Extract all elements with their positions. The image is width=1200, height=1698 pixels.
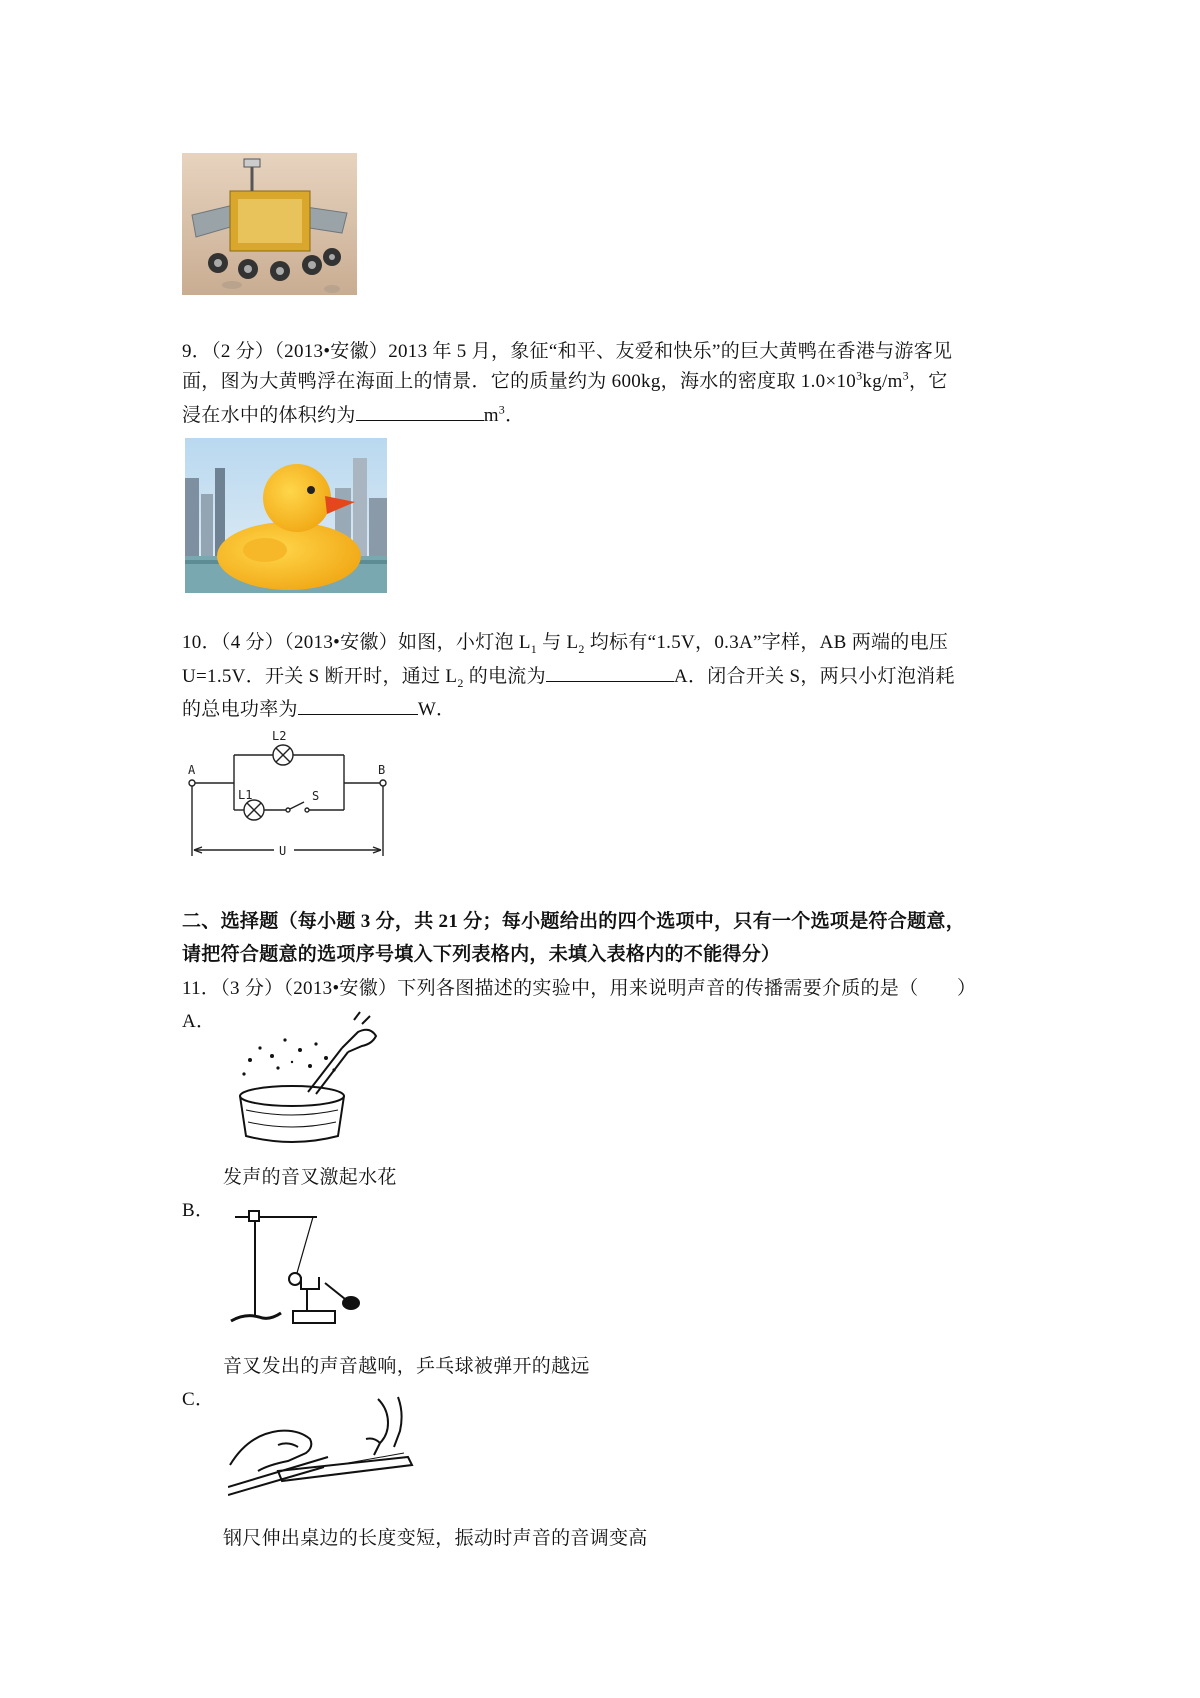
rubber-duck-image — [185, 438, 387, 593]
option-c-letter: C． — [182, 1389, 215, 1410]
q10-text-1b: 与 L — [537, 632, 579, 653]
q10-line-1 — [182, 628, 948, 658]
lamp-l2-label: L2 — [272, 729, 287, 743]
option-b-caption-text: 音叉发出的声音越响，乒乓球被弹开的越远 — [223, 1356, 590, 1377]
q10-text-3b: W． — [417, 699, 456, 720]
q9-text-2a: 面，图为大黄鸭浮在海面上的情景．它的质量约为 600kg，海水的密度取 1.0×10 — [182, 371, 857, 392]
q11-stem — [182, 974, 976, 1004]
option-b-letter: B． — [182, 1200, 215, 1221]
q10-text-2b: 的电流为 — [463, 666, 546, 687]
q10-subscript-1: 1 — [530, 641, 538, 656]
section2-text-2: 请把符合题意的选项序号填入下列表格内，未填入表格内的不能得分） — [182, 944, 781, 965]
option-b-caption — [223, 1352, 590, 1382]
q10-line-2 — [182, 661, 955, 692]
option-c-caption-text: 钢尺伸出桌边的长度变短，振动时声音的音调变高 — [223, 1528, 648, 1549]
q9-line-2 — [182, 367, 948, 397]
q9-text-3c: ． — [505, 405, 525, 426]
q10-current-blank[interactable] — [546, 661, 674, 682]
switch-s-label: S — [312, 789, 320, 803]
section2-heading-line-1 — [182, 907, 965, 937]
q9-line-3 — [182, 400, 524, 431]
section2-heading-line-2 — [182, 940, 780, 970]
option-a-caption-text: 发声的音叉激起水花 — [223, 1167, 397, 1188]
terminal-a-label: A — [188, 763, 196, 777]
option-b-pingpong-fork-image — [225, 1203, 375, 1333]
q9-text-3b: m — [483, 405, 499, 426]
voltage-u-label: U — [279, 844, 287, 858]
q10-text-2c: A．闭合开关 S，两只小灯泡消耗 — [673, 666, 955, 687]
q9-text-3a: 浸在水中的体积约为 — [182, 405, 356, 426]
q9-exponent-3: 3 — [498, 402, 506, 417]
q10-subscript-3: 2 — [457, 675, 464, 690]
q10-power-blank[interactable] — [298, 694, 418, 715]
option-a-label[interactable] — [182, 1007, 215, 1037]
q9-answer-blank[interactable] — [356, 400, 484, 421]
q10-text-1a: 10．（4 分）（2013•安徽）如图，小灯泡 L — [182, 632, 531, 653]
q10-text-3a: 的总电功率为 — [182, 699, 298, 720]
q9-text-2c: ，它 — [908, 371, 948, 392]
q10-text-1c: 均标有“1.5V，0.3A”字样，AB 两端的电压 — [584, 632, 949, 653]
option-b-label[interactable] — [182, 1196, 214, 1226]
q9-line-1 — [182, 337, 952, 367]
q9-exponent-1: 3 — [856, 368, 863, 383]
q11-stem-text: 11．（3 分）（2013•安徽）下列各图描述的实验中，用来说明声音的传播需要介质的是（ ） — [182, 978, 977, 999]
section2-text-1: 二、选择题（每小题 3 分，共 21 分；每小题给出的四个选项中，只有一个选项是符合题意， — [182, 911, 966, 932]
option-c-steel-ruler-image — [228, 1395, 418, 1505]
option-c-caption — [223, 1524, 648, 1554]
option-c-label[interactable] — [182, 1385, 214, 1415]
q9-text-1: 9．（2 分）（2013•安徽）2013 年 5 月，象征“和平、友爱和快乐”的巨大黄鸭在香港与游客见 — [182, 341, 953, 362]
q10-subscript-2: 2 — [578, 641, 585, 656]
q10-line-3 — [182, 694, 455, 725]
lamp-l1-label: L1 — [238, 788, 253, 802]
option-a-caption — [223, 1163, 397, 1193]
q10-text-2a: U=1.5V．开关 S 断开时，通过 L — [182, 666, 458, 687]
circuit-diagram — [182, 728, 402, 863]
lunar-rover-image — [182, 153, 357, 295]
option-a-tuning-fork-water-image — [230, 1010, 380, 1150]
q9-text-2b: kg/m — [862, 371, 903, 392]
q9-exponent-2: 3 — [902, 368, 909, 383]
option-a-letter: A． — [182, 1011, 216, 1032]
terminal-b-label: B — [378, 763, 386, 777]
